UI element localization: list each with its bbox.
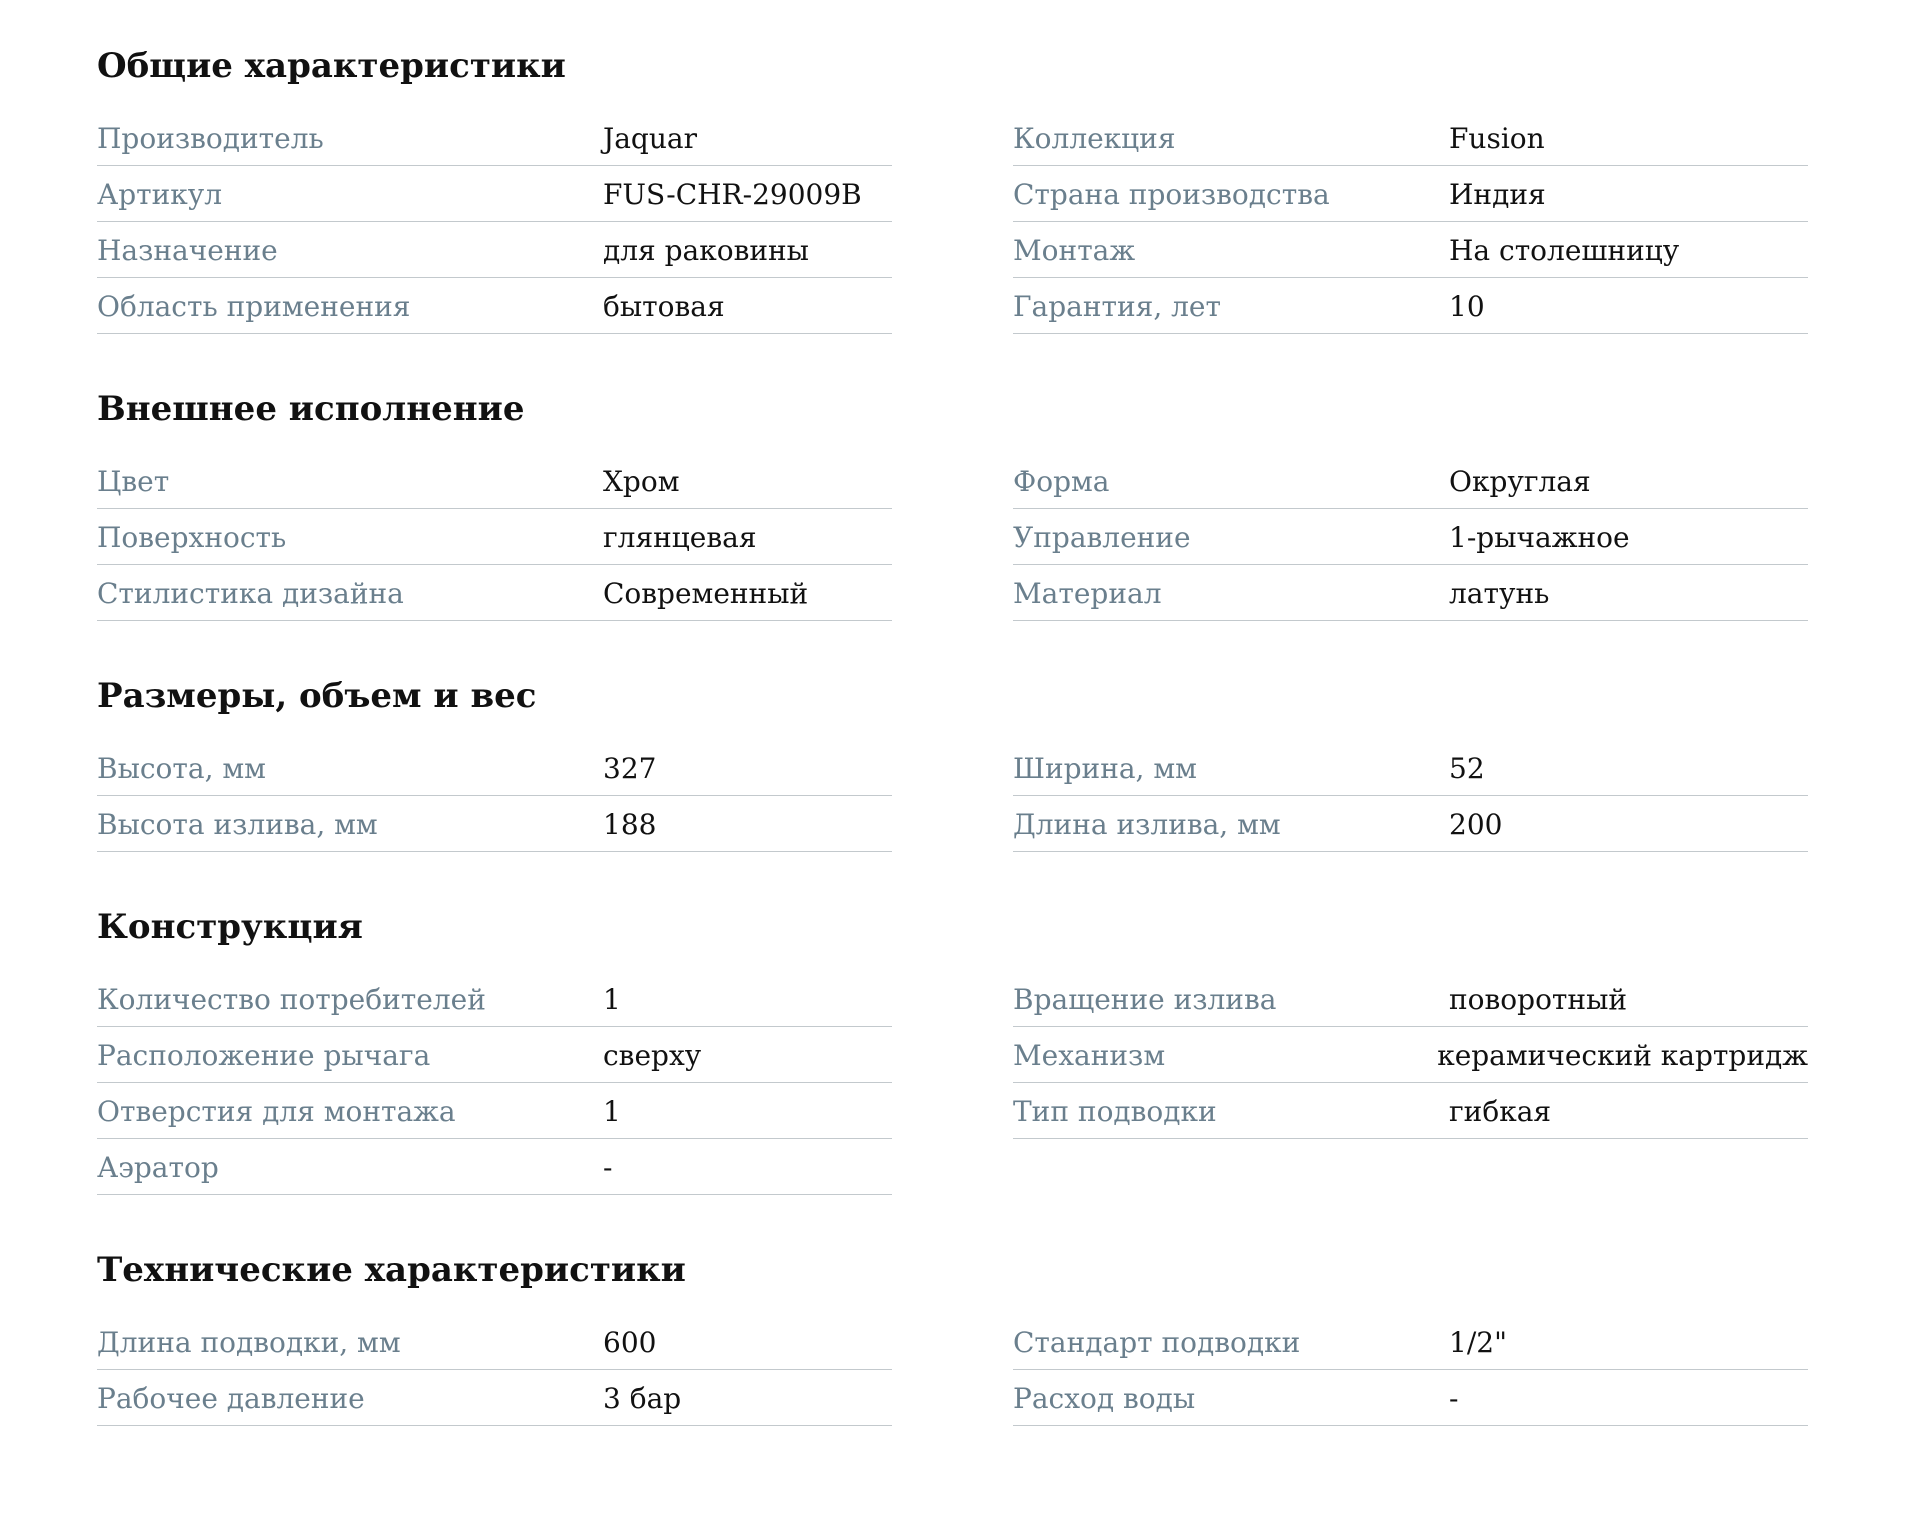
spec-value: Округлая (1449, 465, 1591, 498)
spec-label: Длина излива, мм (1013, 808, 1281, 841)
spec-value: Fusion (1449, 122, 1545, 155)
spec-row (97, 565, 892, 621)
spec-column-right (1013, 971, 1808, 1139)
spec-row (97, 1027, 892, 1083)
spec-row (1013, 110, 1808, 166)
spec-row (1013, 222, 1808, 278)
spec-value: 1 (603, 1095, 621, 1128)
spec-row (1013, 166, 1808, 222)
spec-value: 188 (603, 808, 657, 841)
spec-value: глянцевая (603, 521, 757, 554)
spec-value: Хром (603, 465, 680, 498)
spec-row (97, 1139, 892, 1195)
spec-value: латунь (1449, 577, 1550, 610)
spec-label: Высота излива, мм (97, 808, 378, 841)
section-title: Внешнее исполнение (97, 389, 525, 429)
section-construction (97, 905, 1920, 1195)
spec-label: Производитель (97, 122, 324, 155)
spec-row (97, 1314, 892, 1370)
spec-row (97, 278, 892, 334)
spec-label: Расположение рычага (97, 1039, 431, 1072)
spec-label: Высота, мм (97, 752, 266, 785)
spec-row (1013, 1370, 1808, 1426)
spec-row (1013, 740, 1808, 796)
section-general (97, 44, 1920, 334)
spec-value: гибкая (1449, 1095, 1552, 1128)
spec-value: 200 (1449, 808, 1503, 841)
spec-row (1013, 1083, 1808, 1139)
spec-value: сверху (603, 1039, 702, 1072)
section-appearance (97, 387, 1920, 621)
spec-row (1013, 796, 1808, 852)
spec-label: Стилистика дизайна (97, 577, 404, 610)
spec-column-left (97, 971, 892, 1195)
spec-value: 52 (1449, 752, 1485, 785)
spec-value: Jaquar (603, 122, 697, 155)
spec-label: Коллекция (1013, 122, 1176, 155)
spec-label: Материал (1013, 577, 1162, 610)
spec-value: 1 (603, 983, 621, 1016)
spec-row (1013, 278, 1808, 334)
spec-row (97, 110, 892, 166)
spec-grid (97, 453, 1920, 621)
spec-row (97, 740, 892, 796)
spec-label: Артикул (97, 178, 223, 211)
spec-label: Рабочее давление (97, 1382, 365, 1415)
spec-column-right (1013, 453, 1808, 621)
spec-column-left (97, 453, 892, 621)
spec-value: поворотный (1449, 983, 1628, 1016)
spec-row (97, 166, 892, 222)
spec-label: Аэратор (97, 1151, 219, 1184)
spec-label: Поверхность (97, 521, 287, 554)
spec-grid (97, 1314, 1920, 1426)
spec-label: Назначение (97, 234, 278, 267)
spec-column-left (97, 1314, 892, 1426)
spec-label: Гарантия, лет (1013, 290, 1221, 323)
section-technical (97, 1248, 1920, 1426)
spec-label: Ширина, мм (1013, 752, 1197, 785)
spec-value: - (1449, 1382, 1459, 1415)
spec-value: 10 (1449, 290, 1485, 323)
spec-value: На столешницу (1449, 234, 1680, 267)
spec-label: Монтаж (1013, 234, 1136, 267)
spec-value: бытовая (603, 290, 725, 323)
spec-column-left (97, 110, 892, 334)
spec-value: Современный (603, 577, 809, 610)
spec-label: Длина подводки, мм (97, 1326, 401, 1359)
spec-row (97, 453, 892, 509)
section-title: Технические характеристики (97, 1250, 686, 1290)
spec-grid (97, 110, 1920, 334)
spec-label: Управление (1013, 521, 1191, 554)
spec-value: для раковины (603, 234, 809, 267)
spec-label: Стандарт подводки (1013, 1326, 1301, 1359)
spec-value: 327 (603, 752, 657, 785)
spec-row (1013, 1314, 1808, 1370)
spec-column-right (1013, 740, 1808, 852)
spec-row (1013, 1027, 1808, 1083)
spec-value: керамический картридж (1437, 1039, 1808, 1072)
spec-row (97, 222, 892, 278)
spec-row (97, 1083, 892, 1139)
spec-label: Расход воды (1013, 1382, 1196, 1415)
spec-label: Страна производства (1013, 178, 1330, 211)
spec-grid (97, 740, 1920, 852)
spec-label: Механизм (1013, 1039, 1166, 1072)
section-title: Конструкция (97, 907, 363, 947)
spec-value: 1-рычажное (1449, 521, 1630, 554)
section-dimensions (97, 674, 1920, 852)
spec-column-left (97, 740, 892, 852)
spec-column-right (1013, 1314, 1808, 1426)
spec-row (97, 1370, 892, 1426)
spec-row (1013, 971, 1808, 1027)
spec-label: Цвет (97, 465, 170, 498)
spec-value: 600 (603, 1326, 657, 1359)
spec-value: 1/2" (1449, 1326, 1507, 1359)
spec-grid (97, 971, 1920, 1195)
spec-row (97, 796, 892, 852)
spec-label: Форма (1013, 465, 1110, 498)
spec-row (1013, 453, 1808, 509)
spec-label: Тип подводки (1013, 1095, 1217, 1128)
section-title: Общие характеристики (97, 46, 566, 86)
spec-value: 3 бар (603, 1382, 682, 1415)
spec-value: FUS-CHR-29009B (603, 178, 862, 211)
section-title: Размеры, объем и вес (97, 676, 537, 716)
spec-value: Индия (1449, 178, 1546, 211)
spec-row (1013, 565, 1808, 621)
spec-column-right (1013, 110, 1808, 334)
spec-value: - (603, 1151, 613, 1184)
spec-label: Отверстия для монтажа (97, 1095, 456, 1128)
spec-label: Вращение излива (1013, 983, 1277, 1016)
spec-row (97, 971, 892, 1027)
spec-row (1013, 509, 1808, 565)
spec-row (97, 509, 892, 565)
spec-label: Количество потребителей (97, 983, 486, 1016)
spec-label: Область применения (97, 290, 411, 323)
